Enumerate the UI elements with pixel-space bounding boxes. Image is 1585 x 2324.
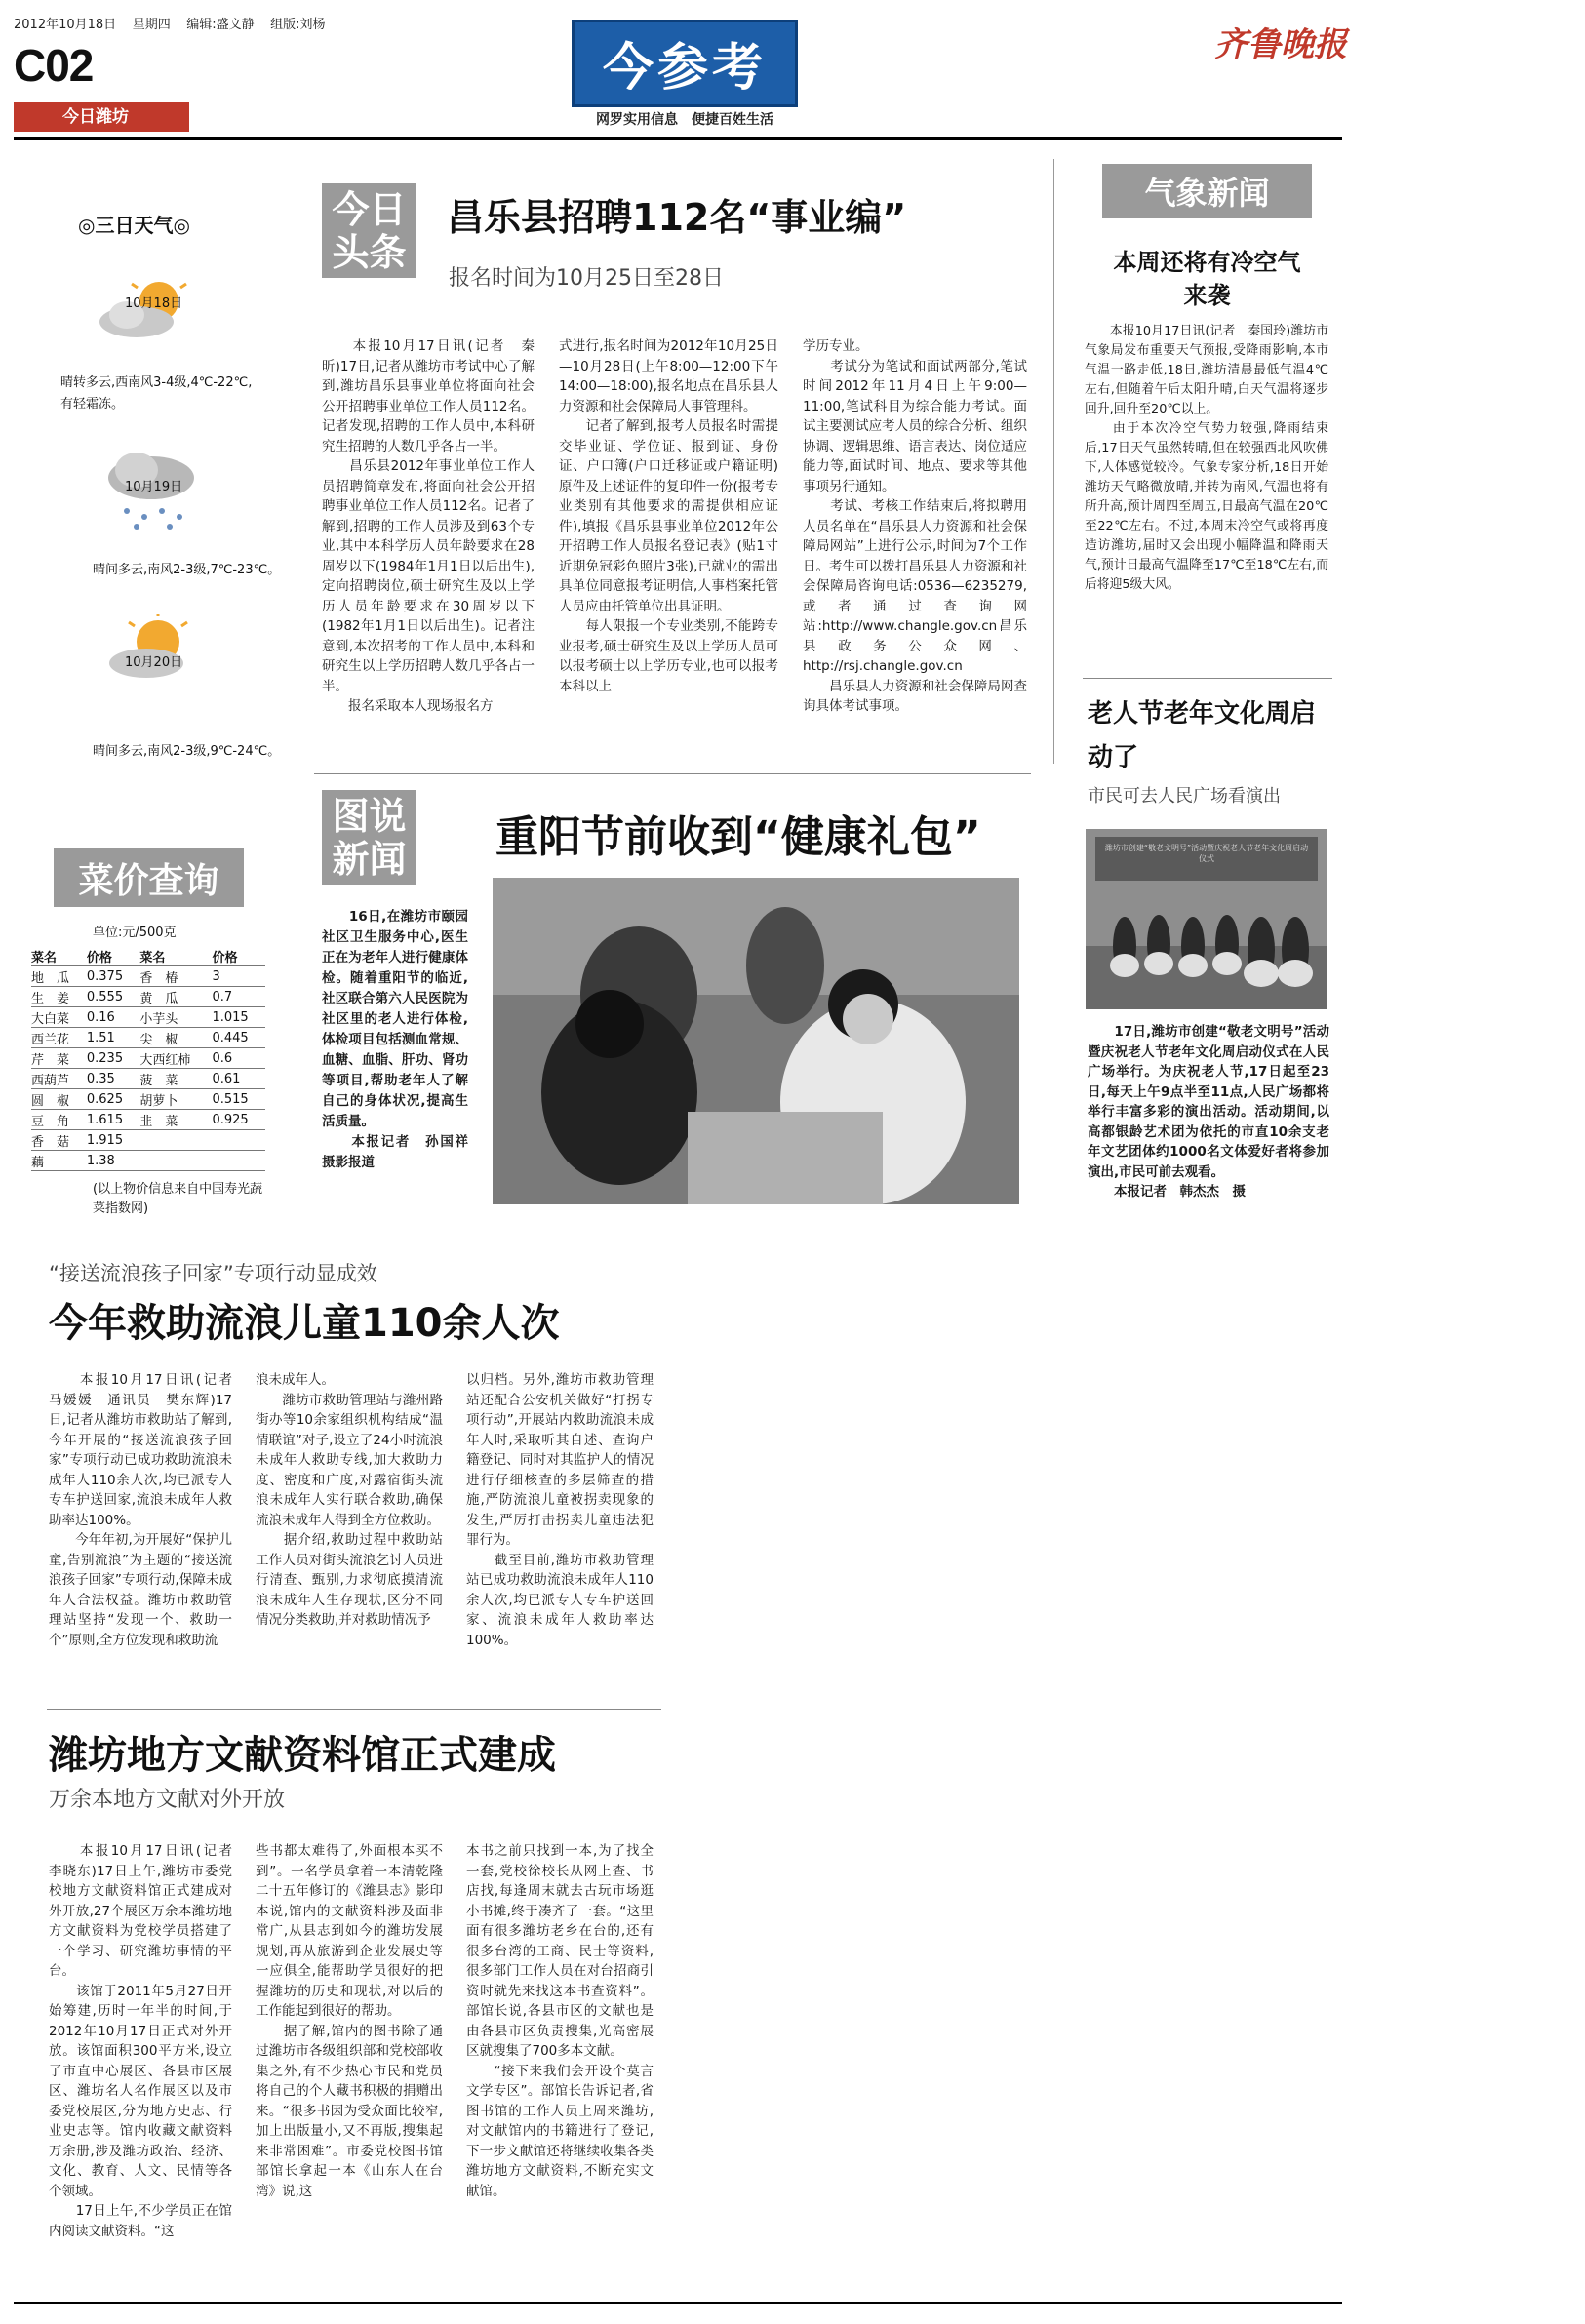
photo-story-caption: 16日,在潍坊市颐园社区卫生服务中心,医生正在为老年人进行健康体检。随着重阳节的临近,社区联合第六人民医院为社区里的老人进行体检,体检项目包括测血常规、血糖、血脂、肝功、肾功等项目,帮助老年人了解自己的身体状况,提高生活质量。 本报记者 孙国祥 摄影报道	[322, 909, 468, 1170]
rescue-col3: 以归档。另外,潍坊市救助管理站还配合公安机关做好“打拐专项行动”,开展站内救助流浪未成年人时,采取听其自述、查询户籍登记、同时对其监护人的情况进行仔细核查的多层筛查的措施,严防流浪儿童被拐卖现象的发生,严厉打击拐卖儿童违法犯罪行为。 截至目前,潍坊市救助管理站已成功救助流浪未成年人110余人次,均已派专人专车护送回家、流浪未成年人救助率达100%。	[466, 1372, 654, 1648]
veg-name-cell: 胡萝卜	[139, 1089, 212, 1110]
editor-credit: 编辑:盛文静	[186, 18, 255, 32]
library-col2: 些书都太难得了,外面根本买不到”。一名学员拿着一本清乾隆二十五年修订的《潍县志》影印本说,馆内的文献资料涉及面非常广,从县志到如今的潍坊发展规划,再从旅游到企业发展史等一应俱全,能帮助学员很好的把握潍坊的历史和现状,对以后的工作能起到很好的帮助。 据了解,馆内的图书除了通过潍坊市各级组织部和党校部收集之外,有不少热心市民和党员将自己的个人藏书积极的捐赠出来。“很多书因为受众面比较窄,加上出版量小,又不再版,搜集起来非常困难”。市委党校图书馆部馆长拿起一本《山东人在台湾》说,这	[256, 1843, 443, 2199]
weather-news-headline: 本周还将有冷空气来袭	[1113, 249, 1301, 309]
veg-name-cell: 藕	[31, 1151, 87, 1171]
veg-name-cell	[139, 1151, 212, 1171]
photo-story-headline: 重阳节前收到“健康礼包”	[495, 812, 981, 862]
issue-weekday: 星期四	[132, 18, 171, 32]
veg-price-cell: 3	[212, 966, 265, 987]
section-rule	[314, 773, 1031, 774]
rescue-headline: 今年救助流浪儿童110余人次	[49, 1301, 560, 1346]
weather-day2-date: 10月19日	[125, 480, 183, 494]
veg-name-cell: 黄 瓜	[139, 987, 212, 1007]
veg-price-cell: 1.615	[87, 1110, 140, 1130]
veg-row	[31, 966, 265, 987]
top-story-col1: 本报10月17日讯(记者 秦昕)17日,记者从潍坊市考试中心了解到,潍坊昌乐县事业单位将面向社会公开招聘事业单位工作人员112名。记者发现,招聘的工作人员中,本科研究生招聘的人数几乎各占一半。 昌乐县2012年事业单位工作人员招聘简章发布,将面向社会公开招聘事业单位工作人员112名。记者了解到,招聘的工作人员涉及到63个专业,其中本科学历人员年龄要求在28周岁以下(1984年1月1日以后出生),定向招聘岗位,硕士研究生及以上学历人员年龄要求在30周岁以下(1982年1月1日以后出生)。记者注意到,本次招考的工作人员中,本科和研究生以上学历招聘人数几乎各占一半。 报名采取本人现场报名方	[322, 338, 535, 714]
veg-price-cell: 0.515	[212, 1089, 265, 1110]
veg-price-cell: 0.7	[212, 987, 265, 1007]
rescue-kicker: “接送流浪孩子回家”专项行动显成效	[49, 1262, 377, 1285]
library-subhead: 万余本地方文献对外开放	[49, 1788, 286, 1812]
column-slogan: 网罗实用信息 便捷百姓生活	[596, 112, 773, 128]
top-story-col2: 式进行,报名时间为2012年10月25日—10月28日(上午8:00—12:00下午14:00—18:00),报名地点在昌乐县人力资源和社会保障局人事管理科。 记者了解到,报考人员报名时需提交毕业证、学位证、报到证、身份证、户口簿(户口迁移证或户籍证明)原件及上述证件的复印件一份(报考专业类别有其他要求的需提供相应证件),填报《昌乐县事业单位2012年公开招聘工作人员报名登记表》(贴1寸近期免冠彩色照片3张),已就业的需出具单位同意报考证明信,人事档案托管人员应由托管单位出具证明。 每人限报一个专业类别,不能跨专业报考,硕士研究生及以上学历人员可以报考硕士以上学历专业,也可以报考本科以上	[559, 338, 778, 694]
culture-week-subhead: 市民可去人民广场看演出	[1088, 786, 1281, 807]
veg-source: (以上物价信息来自中国寿光蔬菜指数网)	[93, 1182, 263, 1216]
top-story-headline: 昌乐县招聘112名“事业编”	[447, 196, 907, 239]
health-check-photo	[493, 878, 1019, 1204]
newspaper-logo: 齐鲁晚报	[1214, 25, 1347, 64]
veg-price-cell: 0.16	[87, 1007, 140, 1028]
sun-cloud-icon	[98, 614, 205, 687]
weather-day3-date: 10月20日	[125, 655, 183, 670]
sun-cloud-icon	[93, 278, 200, 345]
veg-price-cell: 1.015	[212, 1007, 265, 1028]
veg-name-cell: 生 姜	[31, 987, 87, 1007]
issue-date: 2012年10月18日	[14, 18, 117, 32]
top-story-tag	[322, 183, 416, 278]
top-story-tag-text: 今日头条	[332, 187, 407, 274]
veg-name-cell: 大白菜	[31, 1007, 87, 1028]
veg-row	[31, 1048, 265, 1069]
square-performance-photo	[1086, 829, 1327, 1009]
veg-price-cell: 0.35	[87, 1069, 140, 1089]
veg-name-cell: 香 菇	[31, 1130, 87, 1151]
veg-row	[31, 1028, 265, 1048]
header-info	[14, 14, 326, 32]
veg-price-cell: 1.51	[87, 1028, 140, 1048]
veg-price-cell: 0.925	[212, 1110, 265, 1130]
veg-name-cell: 西葫芦	[31, 1069, 87, 1089]
top-story-col3: 学历专业。 考试分为笔试和面试两部分,笔试时间2012年11月4日上午9:00—11:00,笔试科目为综合能力考试。面试主要测试应考人员的综合分析、组织协调、逻辑思维、语言表达、岗位适应能力等,面试时间、地点、要求等其他事项另行通知。 考试、考核工作结束后,将拟聘用人员名单在“昌乐县人力资源和社会保障局网站”上进行公示,时间为7个工作日。考生可以拨打昌乐县人力资源和社会保障局咨询电话:0536—6235279,或者通过查询网站:http://www.changle.gov.cn昌乐县政务公众网、http://rsj.changle.gov.cn 昌乐县人力资源和社会保障局网查询具体考试事项。	[803, 338, 1027, 714]
top-story-subhead: 报名时间为10月25日至28日	[449, 266, 724, 291]
veg-row	[31, 1089, 265, 1110]
culture-week-headline: 老人节老年文化周启动了	[1088, 699, 1317, 772]
veg-header-row	[31, 946, 265, 966]
rescue-col2: 浪未成年人。 潍坊市救助管理站与潍州路街办等10余家组织机构结成“温情联谊”对子,设立了24小时流浪未成年人救助专线,加大救助力度、密度和广度,对露宿街头流浪未成年人实行联合救助,确保流浪未成年人得到全方位救助。 据介绍,救助过程中救助站工作人员对街头流浪乞讨人员进行清查、甄别,力求彻底摸清流浪未成年人生存现状,区分不同情况分类救助,并对救助情况予	[256, 1372, 443, 1628]
header-rule	[14, 137, 1342, 140]
column-title: 今参考	[602, 38, 767, 98]
veg-price-cell: 0.625	[87, 1089, 140, 1110]
veg-price-cell: 0.235	[87, 1048, 140, 1069]
library-headline: 潍坊地方文献资料馆正式建成	[49, 1733, 556, 1778]
veg-price-cell	[212, 1151, 265, 1171]
veg-price-cell: 1.915	[87, 1130, 140, 1151]
veg-unit: 单位:元/500克	[93, 926, 177, 940]
veg-name-cell: 韭 菜	[139, 1110, 212, 1130]
veg-name-cell: 地 瓜	[31, 966, 87, 987]
weather-title: ◎三日天气◎	[78, 214, 190, 237]
page-number: C02	[14, 40, 94, 91]
rescue-col1: 本报10月17日讯(记者 马媛媛 通讯员 樊东辉)17日,记者从潍坊市救助站了解到,今年开展的“接送流浪孩子回家”专项行动已成功救助流浪未成年人110余人次,均已派专人专车护送回家,流浪未成年人救助率达100%。 今年年初,为开展好“保护儿童,告别流浪”为主题的“接送流浪孩子回家”专项行动,保障未成年人合法权益。潍坊市救助管理站坚持“发现一个、救助一个”原则,全方位发现和救助流	[49, 1372, 232, 1648]
veg-row	[31, 1151, 265, 1171]
culture-week-body: 17日,潍坊市创建“敬老文明号”活动暨庆祝老人节老年文化周启动仪式在人民广场举行。为庆祝老人节,17日起至23日,每天上午9点半至11点,人民广场都将举行丰富多彩的演出活动。活动期间,以高都银龄艺术团为依托的市直10余支老年文艺团体约1000名文体爱好者将参加演出,市民可前去观看。 本报记者 韩杰杰 摄	[1088, 1024, 1329, 1200]
veg-name-cell: 豆 角	[31, 1110, 87, 1130]
veg-title: 菜价查询	[54, 848, 244, 907]
veg-header: 菜名	[139, 946, 212, 966]
column-divider	[1053, 159, 1054, 764]
veg-price-cell: 0.445	[212, 1028, 265, 1048]
column-logo	[572, 20, 798, 107]
section-label: 今日潍坊	[14, 102, 189, 132]
weather-day3-text: 晴间多云,南风2-3级,9℃-24℃。	[93, 744, 281, 759]
veg-header: 价格	[212, 946, 265, 966]
library-col3: 本书之前只找到一本,为了找全一套,党校徐校长从网上查、书店找,每逢周末就去古玩市场逛小书摊,终于凑齐了一套。“这里面有很多潍坊老乡在台的,还有很多台湾的工商、民士等资料,很多部门工作人员在对台招商引资时就先来找这本书查资料”。部馆长说,各县市区的文献也是由各县市区负责搜集,光高密展区就搜集了700多本文献。 “接下来我们会开设个莫言文学专区”。部馆长告诉记者,省图书馆的工作人员上周来潍坊,对文献馆内的书籍进行了登记,下一步文献馆还将继续收集各类潍坊地方文献资料,不断充实文献馆。	[466, 1843, 654, 2199]
veg-header: 价格	[87, 946, 140, 966]
veg-name-cell: 菠 菜	[139, 1069, 212, 1089]
weather-day1-date: 10月18日	[125, 296, 183, 311]
veg-row	[31, 1007, 265, 1028]
veg-table	[31, 946, 265, 1171]
veg-price-cell	[212, 1130, 265, 1151]
veg-name-cell: 尖 椒	[139, 1028, 212, 1048]
veg-row	[31, 1130, 265, 1151]
veg-price-cell: 0.61	[212, 1069, 265, 1089]
veg-price-cell: 0.6	[212, 1048, 265, 1069]
veg-price-cell: 0.555	[87, 987, 140, 1007]
veg-header: 菜名	[31, 946, 87, 966]
veg-price-cell: 1.38	[87, 1151, 140, 1171]
veg-name-cell: 大西红柿	[139, 1048, 212, 1069]
veg-row	[31, 1110, 265, 1130]
veg-name-cell: 小芋头	[139, 1007, 212, 1028]
veg-name-cell: 西兰花	[31, 1028, 87, 1048]
veg-name-cell	[139, 1130, 212, 1151]
weather-day2-text: 晴间多云,南风2-3级,7℃-23℃。	[93, 563, 281, 577]
veg-row	[31, 987, 265, 1007]
weather-news-body: 本报10月17日讯(记者 秦国玲)潍坊市气象局发布重要天气预报,受降雨影响,本市气温一路走低,18日,潍坊清晨最低气温4℃左右,但随着午后太阳升晴,白天气温将逐步回升,回升至20℃以上。 由于本次冷空气势力较强,降雨结束后,17日天气虽然转晴,但在较强西北风吹佛下,人体感觉较冷。气象专家分析,18日开始潍坊天气略微放晴,并转为南风,气温也将有所升高,预计周四至周五,日最高气温在20℃至22℃左右。不过,本周末冷空气或将再度造访潍坊,届时又会出现小幅降温和降雨天气,预计日最高气温降至17℃至18℃左右,而后将迎5级大风。	[1085, 324, 1328, 592]
veg-name-cell: 圆 椒	[31, 1089, 87, 1110]
footer-rule	[14, 2302, 1342, 2304]
veg-price-cell: 0.375	[87, 966, 140, 987]
photo-banner-text: 潍坊市创建“敬老文明号”活动暨庆祝老人节老年文化周启动仪式	[1104, 844, 1309, 863]
section-rule	[47, 1709, 661, 1710]
photo-story-tag-text: 图说新闻	[332, 794, 407, 881]
library-col1: 本报10月17日讯(记者 李晓东)17日上午,潍坊市委党校地方文献资料馆正式建成对外开放,27个展区万余本潍坊地方文献资料为党校学员搭建了一个学习、研究潍坊事情的平台。 该馆于2011年5月27日开始筹建,历时一年半的时间,于2012年10月17日正式对外开放。该馆面积300平方米,设立了市直中心展区、各县市区展区、潍坊名人名作展区以及市委党校展区,分为地方史志、行业史志等。馆内收藏文献资料万余册,涉及潍坊政治、经济、文化、教育、人文、民情等各个领域。 17日上午,不少学员正在馆内阅读文献资料。“这	[49, 1843, 232, 2239]
veg-name-cell: 香 椿	[139, 966, 212, 987]
veg-name-cell: 芹 菜	[31, 1048, 87, 1069]
weather-news-tag: 气象新闻	[1102, 164, 1312, 218]
layout-credit: 组版:刘杨	[270, 18, 326, 32]
weather-day1-text: 晴转多云,西南风3-4级,4℃-22℃,有轻霜冻。	[60, 375, 253, 412]
veg-row	[31, 1069, 265, 1089]
section-rule	[1083, 678, 1332, 679]
photo-story-tag	[322, 790, 416, 885]
